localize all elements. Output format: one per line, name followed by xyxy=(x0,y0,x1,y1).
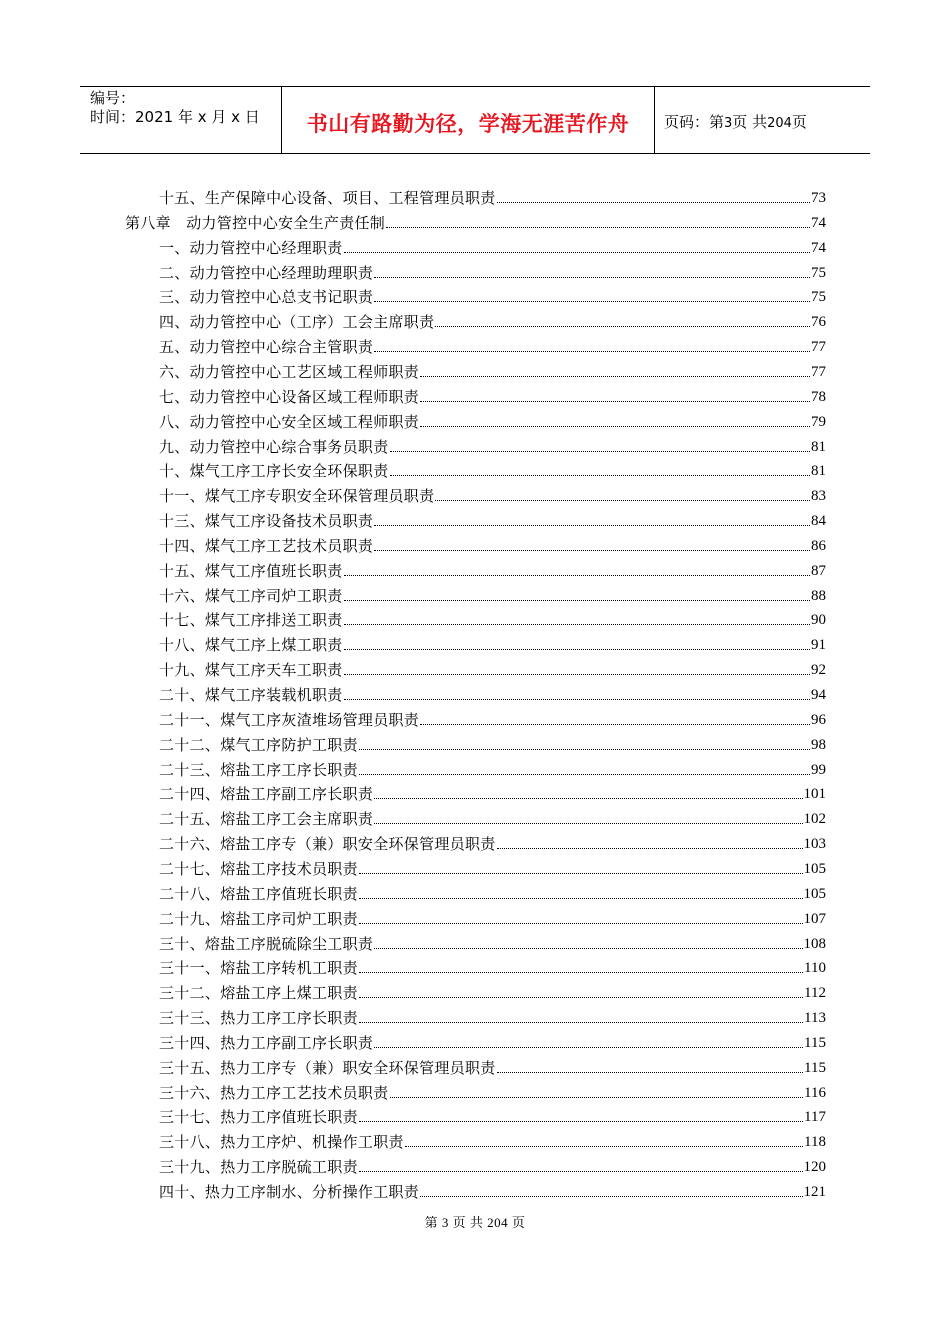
toc-dot-leader xyxy=(344,649,810,650)
toc-entry[interactable] xyxy=(159,1079,826,1103)
toc-dot-leader xyxy=(435,500,810,501)
toc-entry-title: 九、动力管控中心综合事务员职责 xyxy=(159,437,389,456)
toc-dot-leader xyxy=(497,202,810,203)
toc-dot-leader xyxy=(359,873,803,874)
header-page-current: 3 xyxy=(724,116,733,131)
toc-entry-page: 77 xyxy=(811,363,826,380)
toc-dot-leader xyxy=(374,948,802,949)
toc-entry[interactable] xyxy=(125,209,826,233)
toc-entry[interactable] xyxy=(159,383,826,407)
toc-entry-title: 十五、生产保障中心设备、项目、工程管理员职责 xyxy=(159,189,496,207)
toc-entry[interactable] xyxy=(159,1153,826,1177)
footer-mid: 页 共 xyxy=(452,1215,484,1230)
toc-entry-page: 105 xyxy=(803,885,826,902)
toc-entry[interactable] xyxy=(159,606,826,630)
toc-entry-title: 二十九、熔盐工序司炉工职责 xyxy=(159,909,358,928)
toc-entry[interactable] xyxy=(159,1054,826,1078)
header-middle-cell xyxy=(282,87,655,153)
toc-entry-page: 99 xyxy=(811,761,826,778)
footer-prefix: 第 xyxy=(424,1215,439,1230)
toc-dot-leader xyxy=(435,326,810,327)
toc-dot-leader xyxy=(359,774,810,775)
toc-dot-leader xyxy=(405,1146,803,1147)
toc-entry[interactable] xyxy=(159,1178,826,1202)
toc-entry-page: 73 xyxy=(811,190,826,206)
toc-entry[interactable] xyxy=(159,408,826,432)
toc-entry-title: 二十、煤气工序装载机职责 xyxy=(159,686,343,704)
toc-entry-title: 三十六、热力工序工艺技术员职责 xyxy=(159,1083,389,1102)
toc-entry-title: 十五、煤气工序值班长职责 xyxy=(159,561,343,580)
toc-entry-title: 七、动力管控中心设备区域工程师职责 xyxy=(159,387,420,406)
toc-entry-page: 118 xyxy=(804,1134,826,1151)
toc-entry-title: 二十二、煤气工序防护工职责 xyxy=(159,735,358,754)
toc-dot-leader xyxy=(359,1022,803,1023)
toc-entry-title: 三十四、热力工序副工序长职责 xyxy=(159,1033,374,1052)
toc-entry[interactable] xyxy=(159,234,826,258)
document-time-label: 时间：2021 年 x 月 x 日 xyxy=(90,108,260,126)
toc-entry-title: 四、动力管控中心（工序）工会主席职责 xyxy=(159,313,435,332)
toc-entry[interactable] xyxy=(159,631,826,655)
toc-dot-leader xyxy=(420,1196,802,1197)
toc-entry-title: 十四、煤气工序工艺技术员职责 xyxy=(159,536,374,555)
toc-dot-leader xyxy=(344,600,810,601)
toc-entry-page: 84 xyxy=(811,513,826,530)
toc-dot-leader xyxy=(359,997,803,998)
toc-dot-leader xyxy=(359,1171,803,1172)
toc-entry[interactable] xyxy=(159,656,826,680)
footer-suffix: 页 xyxy=(511,1215,526,1230)
toc-entry-page: 76 xyxy=(811,314,826,331)
header-page-prefix: 页码：第 xyxy=(664,113,725,131)
toc-entry[interactable] xyxy=(159,780,826,804)
toc-dot-leader xyxy=(390,475,810,476)
toc-entry[interactable] xyxy=(159,482,826,506)
toc-entry-page: 117 xyxy=(804,1109,826,1126)
toc-entry[interactable] xyxy=(159,855,826,879)
toc-entry-page: 113 xyxy=(804,1010,826,1027)
document-number-label: 编号： xyxy=(90,89,136,107)
toc-entry-title: 十六、煤气工序司炉工职责 xyxy=(159,586,343,605)
toc-entry[interactable] xyxy=(159,905,826,929)
toc-entry-page: 77 xyxy=(811,339,826,356)
toc-entry-page: 112 xyxy=(804,985,826,1002)
toc-entry-title: 二十六、熔盐工序专（兼）职安全环保管理员职责 xyxy=(159,835,496,854)
toc-entry-title: 三十八、热力工序炉、机操作工职责 xyxy=(159,1133,404,1152)
toc-entry-title: 二十五、熔盐工序工会主席职责 xyxy=(159,810,374,829)
toc-entry-page: 103 xyxy=(803,836,826,853)
toc-entry-title: 二、动力管控中心经理助理职责 xyxy=(159,263,374,282)
toc-dot-leader xyxy=(497,1072,803,1073)
toc-entry-title: 三十、熔盐工序脱硫除尘工职责 xyxy=(159,934,374,953)
toc-entry-page: 105 xyxy=(803,860,826,877)
toc-entry-page: 108 xyxy=(803,935,826,952)
toc-entry-title: 三十五、热力工序专（兼）职安全环保管理员职责 xyxy=(159,1058,496,1077)
toc-entry-title: 十三、煤气工序设备技术员职责 xyxy=(159,512,374,531)
toc-dot-leader xyxy=(374,351,810,352)
toc-entry-page: 116 xyxy=(804,1084,826,1101)
toc-dot-leader xyxy=(386,227,810,228)
toc-entry[interactable] xyxy=(159,259,826,283)
toc-entry[interactable] xyxy=(159,954,826,978)
toc-entry[interactable] xyxy=(159,1103,826,1127)
toc-entry[interactable] xyxy=(159,756,826,780)
toc-entry[interactable] xyxy=(159,805,826,829)
toc-entry-page: 79 xyxy=(811,413,826,430)
toc-entry[interactable] xyxy=(159,681,826,705)
toc-dot-leader xyxy=(359,749,810,750)
toc-dot-leader xyxy=(359,898,803,899)
toc-entry-page: 121 xyxy=(803,1184,826,1200)
toc-entry-page: 91 xyxy=(811,637,826,654)
toc-entry-title: 四十、热力工序制水、分析操作工职责 xyxy=(159,1183,420,1201)
toc-entry[interactable] xyxy=(159,457,826,481)
toc-entry[interactable] xyxy=(159,731,826,755)
toc-entry-title: 三十三、热力工序工序长职责 xyxy=(159,1009,358,1028)
toc-dot-leader xyxy=(420,426,810,427)
toc-entry-title: 二十三、熔盐工序工序长职责 xyxy=(159,760,358,779)
toc-entry-title: 五、动力管控中心综合主管职责 xyxy=(159,338,374,357)
toc-entry-page: 115 xyxy=(804,1034,826,1051)
page-footer xyxy=(0,1212,950,1231)
toc-dot-leader xyxy=(359,972,803,973)
page-header xyxy=(80,86,870,154)
toc-entry-page: 115 xyxy=(804,1059,826,1076)
toc-entry[interactable] xyxy=(159,507,826,531)
toc-dot-leader xyxy=(344,674,810,675)
toc-entry-title: 一、动力管控中心经理职责 xyxy=(159,238,343,257)
toc-dot-leader xyxy=(420,376,810,377)
toc-entry-title: 十八、煤气工序上煤工职责 xyxy=(159,636,343,655)
toc-dot-leader xyxy=(420,724,810,725)
toc-entry[interactable] xyxy=(159,1029,826,1053)
toc-entry-page: 107 xyxy=(803,910,826,927)
toc-entry[interactable] xyxy=(159,582,826,606)
toc-entry-page: 120 xyxy=(803,1159,826,1176)
toc-entry-page: 74 xyxy=(811,214,826,231)
toc-entry-page: 81 xyxy=(811,463,826,480)
header-page-total: 204 xyxy=(767,116,792,131)
toc-dot-leader xyxy=(374,823,802,824)
toc-entry-title: 八、动力管控中心安全区域工程师职责 xyxy=(159,412,420,431)
toc-entry-title: 十七、煤气工序排送工职责 xyxy=(159,611,343,630)
toc-entry-page: 88 xyxy=(811,587,826,604)
toc-entry-title: 三十二、熔盐工序上煤工职责 xyxy=(159,984,358,1003)
toc-entry-page: 101 xyxy=(803,786,826,803)
toc-entry[interactable] xyxy=(159,830,826,854)
toc-dot-leader xyxy=(374,277,810,278)
toc-entry-page: 86 xyxy=(811,537,826,554)
toc-entry-title: 第八章 动力管控中心安全生产责任制 xyxy=(125,213,386,232)
header-right-cell xyxy=(655,87,870,153)
toc-entry-title: 三、动力管控中心总支书记职责 xyxy=(159,288,374,307)
toc-entry-page: 81 xyxy=(811,438,826,455)
toc-dot-leader xyxy=(374,525,810,526)
toc-dot-leader xyxy=(344,699,810,700)
toc-dot-leader xyxy=(374,301,810,302)
toc-entry-page: 98 xyxy=(811,736,826,753)
toc-entry-page: 87 xyxy=(811,562,826,579)
toc-entry[interactable] xyxy=(159,283,826,307)
toc-dot-leader xyxy=(344,252,810,253)
toc-entry-page: 110 xyxy=(804,960,826,977)
toc-entry-title: 十九、煤气工序天车工职责 xyxy=(159,661,343,680)
toc-entry[interactable] xyxy=(159,308,826,332)
toc-dot-leader xyxy=(374,550,810,551)
toc-dot-leader xyxy=(344,624,810,625)
toc-entry-title: 二十一、煤气工序灰渣堆场管理员职责 xyxy=(159,710,420,729)
toc-dot-leader xyxy=(390,451,810,452)
toc-dot-leader xyxy=(374,1047,803,1048)
toc-dot-leader xyxy=(374,798,802,799)
toc-entry[interactable] xyxy=(159,184,826,208)
toc-entry-page: 75 xyxy=(811,289,826,306)
toc-entry-page: 83 xyxy=(811,488,826,505)
toc-entry[interactable] xyxy=(159,880,826,904)
toc-entry-page: 74 xyxy=(811,239,826,256)
header-page-suffix: 页 xyxy=(791,113,807,131)
toc-dot-leader xyxy=(390,1097,804,1098)
toc-dot-leader xyxy=(497,848,803,849)
toc-entry-title: 二十四、熔盐工序副工序长职责 xyxy=(159,785,374,804)
header-page-code xyxy=(664,111,807,132)
toc-entry-title: 三十九、热力工序脱硫工职责 xyxy=(159,1158,358,1177)
toc-entry-page: 90 xyxy=(811,612,826,629)
toc-dot-leader xyxy=(359,923,803,924)
footer-total-pages: 204 xyxy=(487,1215,509,1230)
header-page-mid: 页 共 xyxy=(732,113,768,131)
toc-dot-leader xyxy=(420,401,810,402)
toc-entry[interactable] xyxy=(159,433,826,457)
toc-dot-leader xyxy=(359,1121,803,1122)
toc-entry[interactable] xyxy=(159,333,826,357)
toc-entry-page: 94 xyxy=(811,687,826,703)
toc-entry-title: 三十一、熔盐工序转机工职责 xyxy=(159,959,358,978)
toc-entry-title: 二十八、熔盐工序值班长职责 xyxy=(159,884,358,903)
toc-entry-title: 十一、煤气工序专职安全环保管理员职责 xyxy=(159,487,435,506)
header-left-cell xyxy=(80,87,282,153)
toc-entry[interactable] xyxy=(159,358,826,382)
toc-entry[interactable] xyxy=(159,557,826,581)
toc-entry-title: 二十七、熔盐工序技术员职责 xyxy=(159,859,358,878)
toc-entry-page: 78 xyxy=(811,388,826,405)
toc-entry-page: 75 xyxy=(811,264,826,281)
toc-entry-page: 92 xyxy=(811,662,826,679)
toc-entry[interactable] xyxy=(159,1128,826,1152)
toc-entry[interactable] xyxy=(159,979,826,1003)
toc-entry-page: 96 xyxy=(811,711,826,728)
footer-current-page: 3 xyxy=(441,1215,449,1230)
toc-entry[interactable] xyxy=(159,1004,826,1028)
toc-entry-page: 102 xyxy=(803,811,826,828)
header-motto: 书山有路勤为径，学海无涯苦作舟 xyxy=(306,112,630,136)
toc-entry[interactable] xyxy=(159,930,826,954)
toc-entry-title: 三十七、热力工序值班长职责 xyxy=(159,1108,358,1127)
toc-entry-title: 六、动力管控中心工艺区域工程师职责 xyxy=(159,362,420,381)
toc-entry-title: 十、煤气工序工序长安全环保职责 xyxy=(159,462,389,481)
toc-entry[interactable] xyxy=(159,706,826,730)
toc-dot-leader xyxy=(344,575,810,576)
toc-entry[interactable] xyxy=(159,532,826,556)
